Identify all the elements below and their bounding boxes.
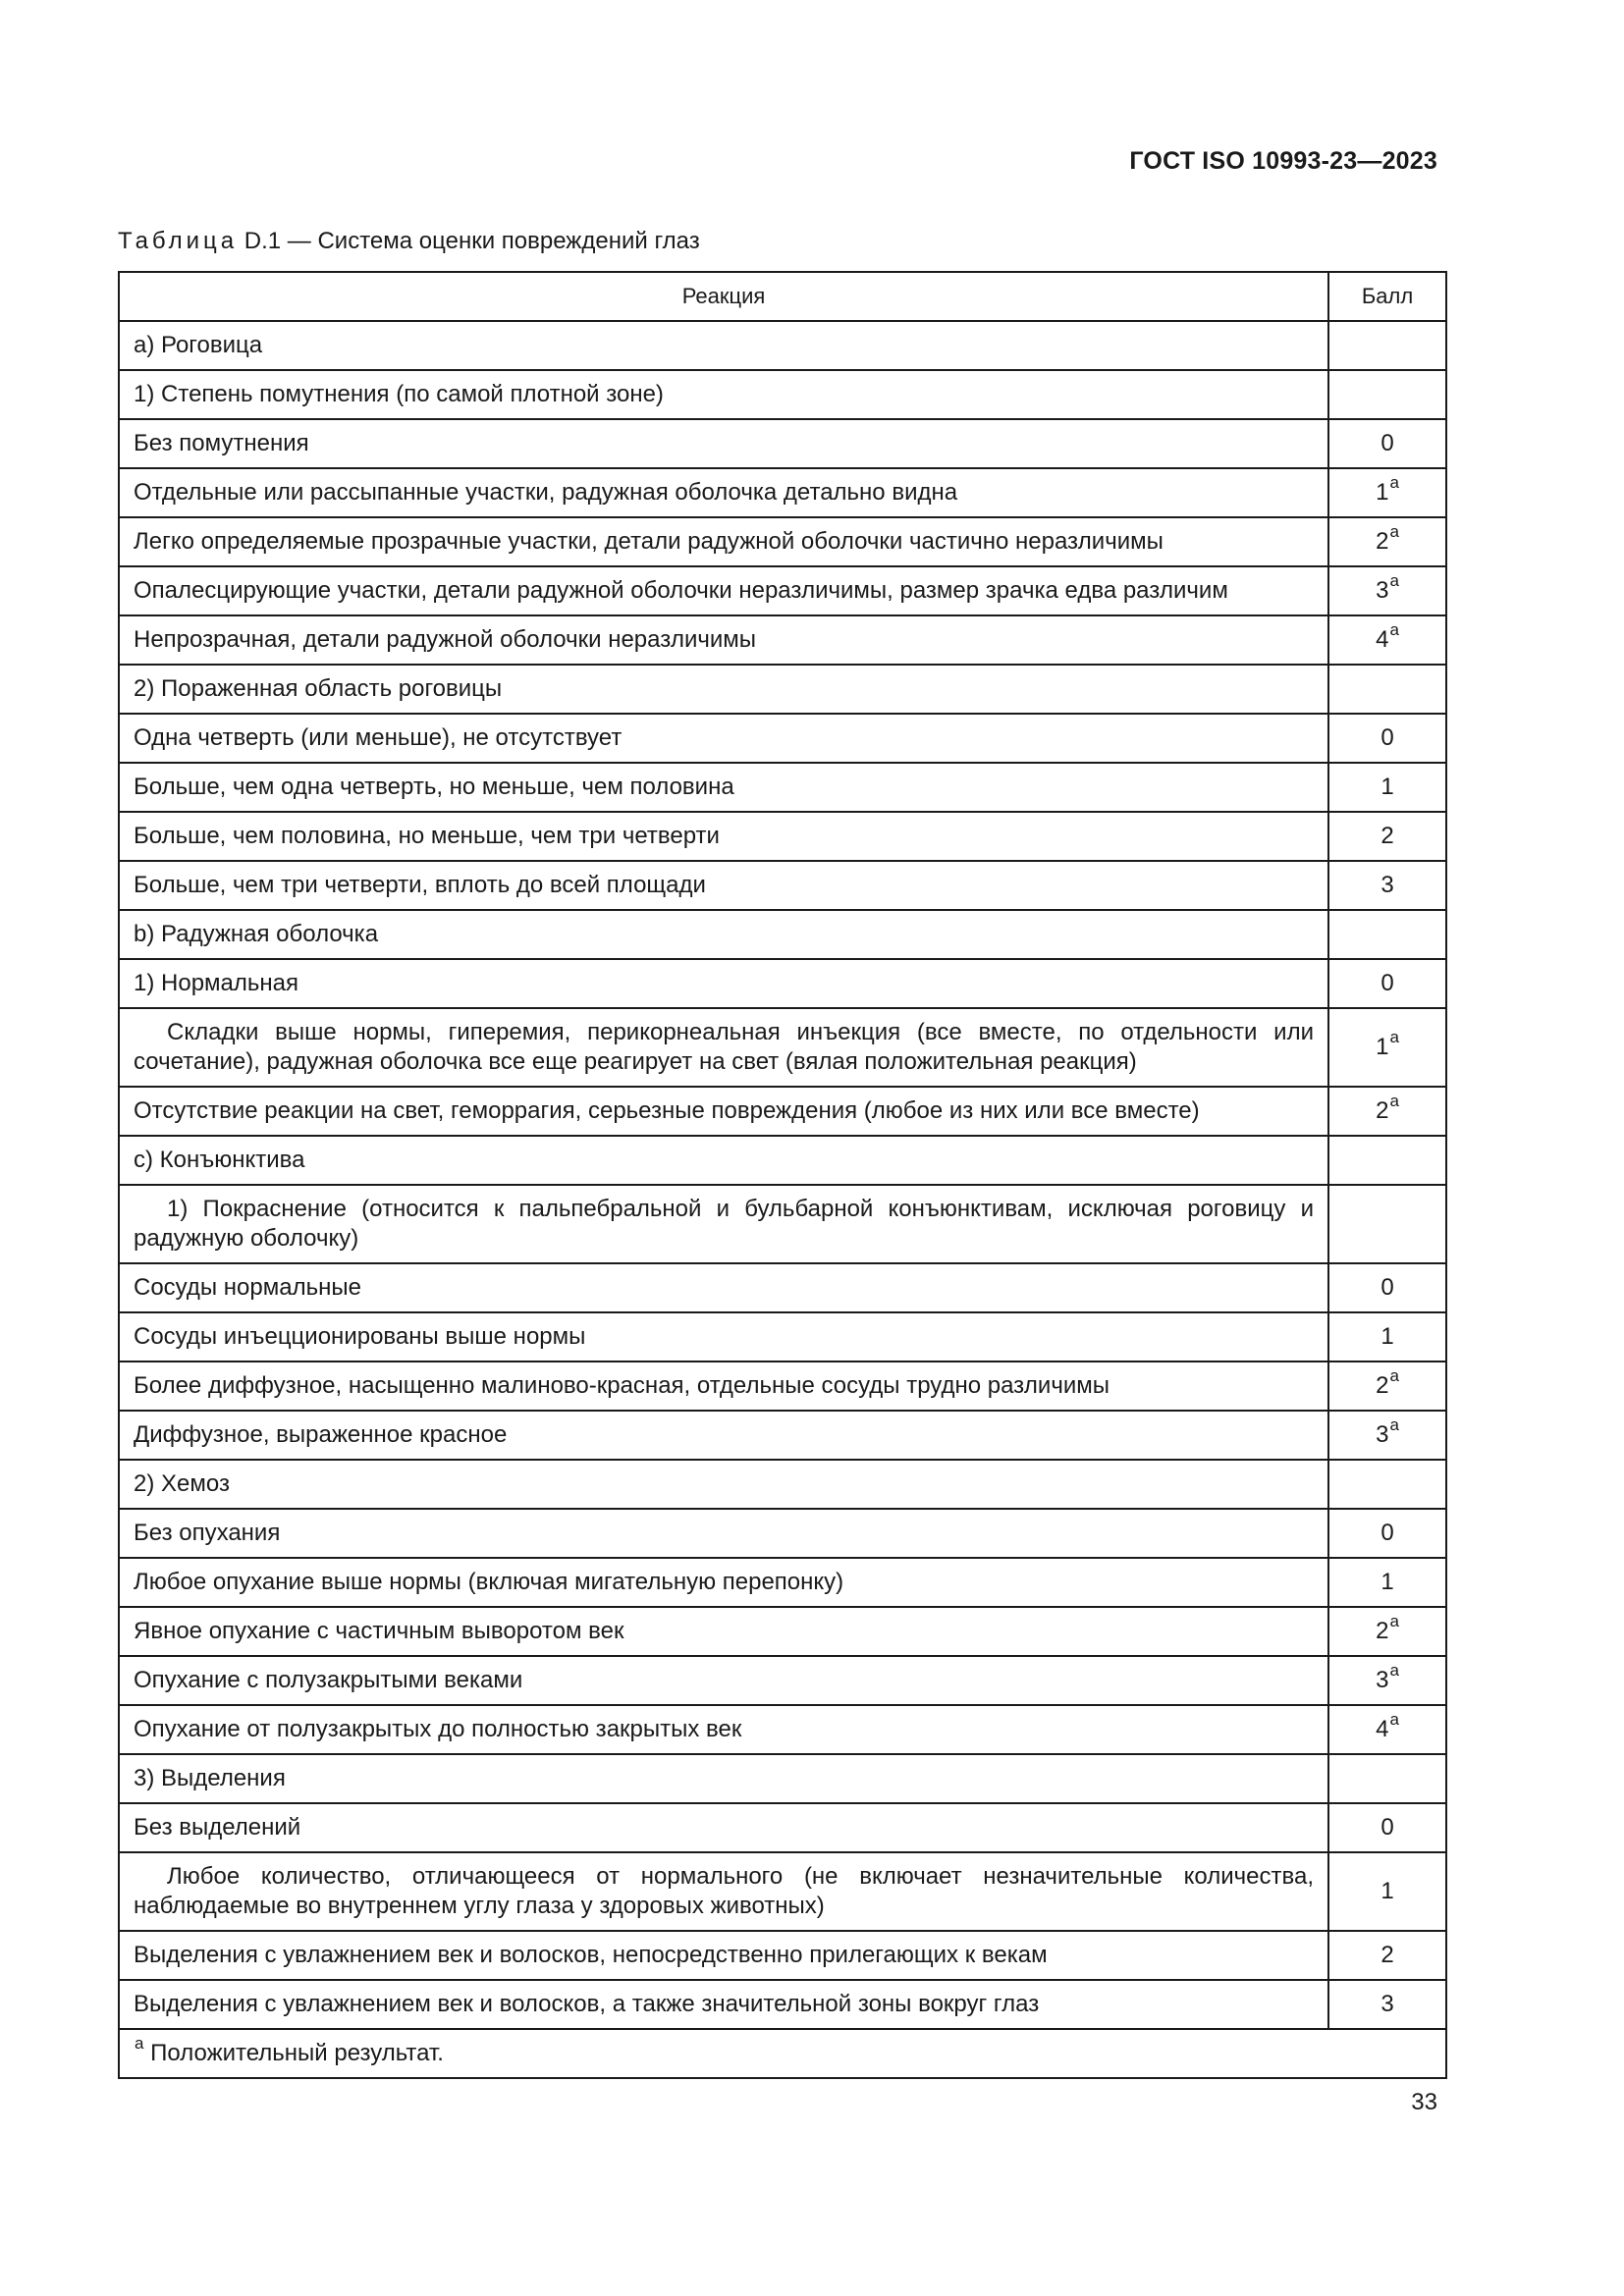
reaction-cell: Складки выше нормы, гиперемия, перикорнеальная инъекция (все вместе, по отдельности или сочетание), радужная оболочка все еще реагирует на свет (вялая положительная реакция): [119, 1008, 1328, 1087]
reaction-cell: Больше, чем половина, но меньше, чем три четверти: [119, 812, 1328, 861]
table-row: [119, 615, 1446, 665]
score-cell: [1328, 1705, 1446, 1754]
score-cell: [1328, 861, 1446, 910]
table-row: [119, 370, 1446, 419]
score-cell: [1328, 566, 1446, 615]
score-cell: [1328, 517, 1446, 566]
score-cell: [1328, 1460, 1446, 1509]
table-row: [119, 1980, 1446, 2029]
positive-result-mark: a: [1389, 473, 1399, 492]
reaction-cell: Опалесцирующие участки, детали радужной оболочки неразличимы, размер зрачка едва различим: [119, 566, 1328, 615]
reaction-cell: Без опухания: [119, 1509, 1328, 1558]
table-row: [119, 1136, 1446, 1185]
table-row: [119, 1607, 1446, 1656]
positive-result-mark: a: [1389, 1366, 1399, 1385]
reaction-cell: Диффузное, выраженное красное: [119, 1411, 1328, 1460]
footnote-mark: a: [135, 2034, 144, 2053]
column-header-reaction: Реакция: [119, 272, 1328, 321]
table-row: [119, 1460, 1446, 1509]
positive-result-mark: a: [1389, 1661, 1399, 1680]
reaction-cell: Сосуды инъецционированы выше нормы: [119, 1312, 1328, 1362]
table-row: [119, 812, 1446, 861]
eye-damage-scoring-table: [118, 271, 1447, 2079]
table-row: [119, 566, 1446, 615]
score-value: 2: [1376, 1097, 1389, 1124]
table-row: [119, 1656, 1446, 1705]
score-cell: [1328, 1362, 1446, 1411]
table-row: [119, 419, 1446, 468]
positive-result-mark: a: [1389, 1710, 1399, 1729]
reaction-cell: 3) Выделения: [119, 1754, 1328, 1803]
reaction-cell: Непрозрачная, детали радужной оболочки неразличимы: [119, 615, 1328, 665]
positive-result-mark: a: [1389, 1028, 1399, 1046]
reaction-cell: Явное опухание с частичным выворотом век: [119, 1607, 1328, 1656]
reaction-cell: Любое количество, отличающееся от нормального (не включает незначительные количества, наблюдаемые во внутреннем углу глаза у здоровых животных): [119, 1852, 1328, 1931]
score-value: 0: [1380, 1274, 1394, 1301]
score-cell: [1328, 1852, 1446, 1931]
score-value: 3: [1376, 577, 1389, 604]
table-row: [119, 1411, 1446, 1460]
table-row: [119, 910, 1446, 959]
positive-result-mark: a: [1389, 1612, 1399, 1630]
table-row: [119, 321, 1446, 370]
score-value: 0: [1380, 724, 1394, 751]
table-row: [119, 1558, 1446, 1607]
score-value: 1: [1376, 1034, 1389, 1060]
reaction-cell: Выделения с увлажнением век и волосков, а также значительной зоны вокруг глаз: [119, 1980, 1328, 2029]
score-cell: [1328, 1411, 1446, 1460]
reaction-cell: Более диффузное, насыщенно малиново-красная, отдельные сосуды трудно различимы: [119, 1362, 1328, 1411]
table-row: [119, 1754, 1446, 1803]
reaction-cell: Сосуды нормальные: [119, 1263, 1328, 1312]
table-row: [119, 1312, 1446, 1362]
reaction-cell: 2) Пораженная область роговицы: [119, 665, 1328, 714]
table-footnote: [119, 2029, 1446, 2078]
score-value: 2: [1376, 1618, 1389, 1644]
score-cell: [1328, 321, 1446, 370]
reaction-cell: Больше, чем одна четверть, но меньше, чем половина: [119, 763, 1328, 812]
reaction-cell: 1) Степень помутнения (по самой плотной зоне): [119, 370, 1328, 419]
positive-result-mark: a: [1389, 620, 1399, 639]
table-row: [119, 959, 1446, 1008]
table-row: [119, 1362, 1446, 1411]
score-value: 2: [1380, 1942, 1394, 1968]
table-row: [119, 665, 1446, 714]
reaction-cell: Отдельные или рассыпанные участки, радужная оболочка детально видна: [119, 468, 1328, 517]
positive-result-mark: a: [1389, 1092, 1399, 1110]
score-value: 2: [1380, 823, 1394, 849]
score-value: 3: [1376, 1421, 1389, 1448]
table-row: [119, 1705, 1446, 1754]
reaction-cell: Без выделений: [119, 1803, 1328, 1852]
reaction-cell: Отсутствие реакции на свет, геморрагия, серьезные повреждения (любое из них или все вместе): [119, 1087, 1328, 1136]
score-cell: [1328, 1136, 1446, 1185]
table-row: [119, 1803, 1446, 1852]
reaction-cell: c) Конъюнктива: [119, 1136, 1328, 1185]
score-cell: [1328, 1607, 1446, 1656]
score-cell: [1328, 1312, 1446, 1362]
table-row: [119, 468, 1446, 517]
score-cell: [1328, 1087, 1446, 1136]
score-cell: [1328, 1754, 1446, 1803]
table-row: [119, 1509, 1446, 1558]
table-caption-text: D.1 — Система оценки повреждений глаз: [244, 228, 700, 254]
reaction-cell: Выделения с увлажнением век и волосков, непосредственно прилегающих к векам: [119, 1931, 1328, 1980]
table-body: [119, 321, 1446, 2029]
table-row: [119, 763, 1446, 812]
score-value: 1: [1380, 1569, 1394, 1595]
table-row: [119, 1008, 1446, 1087]
reaction-cell: Опухание от полузакрытых до полностью закрытых век: [119, 1705, 1328, 1754]
document-code: ГОСТ ISO 10993-23—2023: [1129, 147, 1437, 175]
table-header-row: [119, 272, 1446, 321]
score-cell: [1328, 1185, 1446, 1263]
score-cell: [1328, 615, 1446, 665]
score-value: 0: [1380, 1814, 1394, 1841]
score-cell: [1328, 1656, 1446, 1705]
score-cell: [1328, 714, 1446, 763]
score-value: 3: [1380, 1991, 1394, 2017]
table-caption-label: Таблица: [118, 228, 239, 254]
score-value: 2: [1376, 1372, 1389, 1399]
column-header-score: Балл: [1328, 272, 1446, 321]
score-cell: [1328, 665, 1446, 714]
page-number: 33: [1411, 2089, 1437, 2115]
score-value: 3: [1380, 872, 1394, 898]
reaction-cell: b) Радужная оболочка: [119, 910, 1328, 959]
score-cell: [1328, 468, 1446, 517]
score-value: 1: [1380, 1323, 1394, 1350]
score-cell: [1328, 1931, 1446, 1980]
score-cell: [1328, 1008, 1446, 1087]
positive-result-mark: a: [1389, 571, 1399, 590]
score-value: 0: [1380, 430, 1394, 456]
table-row: [119, 1087, 1446, 1136]
reaction-cell: 1) Нормальная: [119, 959, 1328, 1008]
score-value: 0: [1380, 970, 1394, 996]
score-cell: [1328, 1509, 1446, 1558]
score-value: 1: [1380, 774, 1394, 800]
score-value: 1: [1380, 1878, 1394, 1904]
score-cell: [1328, 763, 1446, 812]
table-row: [119, 1263, 1446, 1312]
score-cell: [1328, 959, 1446, 1008]
table-row: [119, 1185, 1446, 1263]
reaction-cell: 2) Хемоз: [119, 1460, 1328, 1509]
score-cell: [1328, 370, 1446, 419]
score-cell: [1328, 812, 1446, 861]
reaction-cell: Больше, чем три четверти, вплоть до всей площади: [119, 861, 1328, 910]
score-cell: [1328, 419, 1446, 468]
reaction-cell: Одна четверть (или меньше), не отсутствует: [119, 714, 1328, 763]
score-value: 4: [1376, 1716, 1389, 1742]
reaction-cell: Опухание с полузакрытыми веками: [119, 1656, 1328, 1705]
table-caption: [118, 228, 700, 255]
score-value: 2: [1376, 528, 1389, 555]
score-cell: [1328, 1980, 1446, 2029]
table-row: [119, 714, 1446, 763]
positive-result-mark: a: [1389, 1415, 1399, 1434]
positive-result-mark: a: [1389, 522, 1399, 541]
score-value: 0: [1380, 1520, 1394, 1546]
footnote-row: [119, 2029, 1446, 2078]
table-row: [119, 517, 1446, 566]
score-value: 3: [1376, 1667, 1389, 1693]
reaction-cell: Без помутнения: [119, 419, 1328, 468]
table-row: [119, 1931, 1446, 1980]
score-cell: [1328, 1263, 1446, 1312]
reaction-cell: 1) Покраснение (относится к пальпебральной и бульбарной конъюнктивам, исключая роговицу и радужную оболочку): [119, 1185, 1328, 1263]
reaction-cell: Легко определяемые прозрачные участки, детали радужной оболочки частично неразличимы: [119, 517, 1328, 566]
table-row: [119, 1852, 1446, 1931]
score-cell: [1328, 1558, 1446, 1607]
score-value: 4: [1376, 626, 1389, 653]
score-cell: [1328, 1803, 1446, 1852]
table-row: [119, 861, 1446, 910]
score-value: 1: [1376, 479, 1389, 506]
footnote-text: Положительный результат.: [150, 2040, 444, 2066]
score-cell: [1328, 910, 1446, 959]
reaction-cell: a) Роговица: [119, 321, 1328, 370]
reaction-cell: Любое опухание выше нормы (включая мигательную перепонку): [119, 1558, 1328, 1607]
